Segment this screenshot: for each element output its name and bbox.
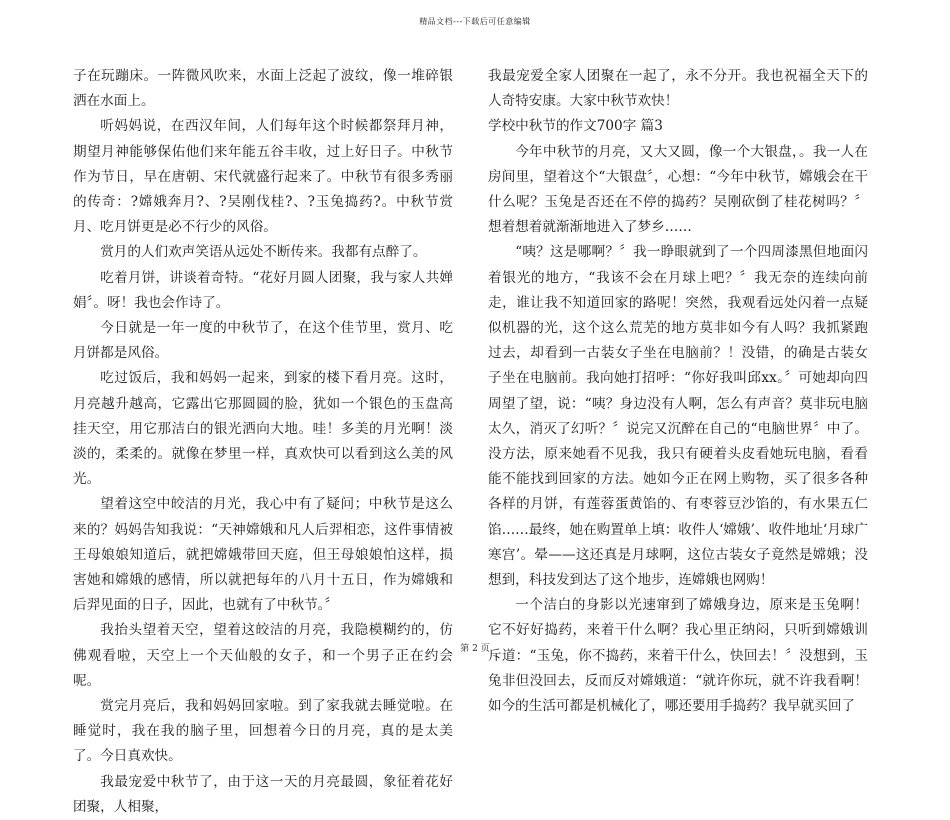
paragraph: 我最宠爱中秋节了，由于这一天的月亮最圆，象征着花好团聚，人相聚， xyxy=(73,773,453,815)
essay-title: 学校中秋节的作文700字 篇3 xyxy=(488,118,663,135)
paragraph: 今日就是一年一度的中秋节了，在这个佳节里，赏月、吃月饼都是风俗。 xyxy=(73,320,453,362)
page-number: 第 2 页 xyxy=(460,644,490,654)
paragraph: 今年中秋节的月亮，又大又圆，像一个大银盘，。我一人在房间里，望着这个“大银盘〞，心想：“今年中秋节，嫦娥会在干什么呢？玉兔是否还在不停的捣药？吴刚砍倒了桂花树吗？〞想着想着就渐渐地进入了梦乡…… xyxy=(488,143,868,236)
page-header: 精品文档---下载后可任意编辑 xyxy=(419,17,531,26)
paragraph: 赏月的人们欢声笑语从远处不断传来。我都有点醉了。 xyxy=(100,244,427,261)
right-column xyxy=(488,64,868,719)
paragraph: 吃着月饼，讲谈着奇特。“花好月圆人团聚，我与家人共婵娟〞。呀！我也会作诗了。 xyxy=(73,269,453,311)
left-column xyxy=(73,64,453,820)
paragraph: 子在玩蹦床。一阵微风吹来，水面上泛起了波纹，像一堆碎银洒在水面上。 xyxy=(73,68,453,110)
paragraph: “咦？这是哪啊？〞我一睁眼就到了一个四周漆黑但地面闪着银光的地方，“我该不会在月球上吧？〞我无奈的连续向前走，谁让我不知道回家的路呢！突然，我观看远处闪着一点疑似机器的光，这个这么荒芜的地方莫非如今有人吗？我抓紧跑过去，却看到一古装女子坐在电脑前？！没错，的确是古装女子坐在电脑前。我向她打招呼：“你好我叫邱xx。〞可她却向四周望了望，说：“咦？身边没有人啊，怎么有声音？莫非玩电脑太久，消灭了幻听？〞说完又沉醉在自己的“电脑世界〞中了。没方法，原来她看不见我，我只有硬着头皮看她玩电脑，看看能不能找到回家的方法。她如今正在网上购物，买了很多各种各样的月饼，有莲蓉蛋黄馅的、有枣蓉豆沙馅的，有水果五仁馅……最终，她在购置单上填：收件人‘嫦娥’、收件地址‘月球广寒宫’。晕——这还真是月球啊，这位古装女子竟然是嫦娥；没想到，科技发到达了这个地步，连嫦娥也网购！ xyxy=(488,244,868,589)
paragraph: 一个洁白的身影以光速窜到了嫦娥身边，原来是玉兔啊！它不好好捣药，来着干什么啊？我心里正纳闷，只听到嫦娥训斥道：“玉兔，你不捣药，来着干什么，快回去！〞没想到，玉兔非但没回去，反而反对嫦娥道：“就许你玩，就不许我看啊！如今的生活可都是机械化了，哪还要用手捣药？我早就买回了 xyxy=(488,597,868,715)
paragraph: 赏完月亮后，我和妈妈回家啦。到了家我就去睡觉啦。在睡觉时，我在我的脑子里，回想着今日的月亮，真的是太美了。今日真欢快。 xyxy=(73,698,453,765)
paragraph: 望着这空中皎洁的月光，我心中有了疑问；中秋节是这么来的？妈妈告知我说：“天神嫦娥和凡人后羿相恋，这件事情被王母娘娘知道后，就把嫦娥带回天庭，但王母娘娘怕这样，损害她和嫦娥的感情，所以就把每年的八月十五日，作为嫦娥和后羿见面的日子，因此，也就有了中秋节。〞 xyxy=(73,496,453,614)
paragraph: 听妈妈说，在西汉年间，人们每年这个时候都祭拜月神，期望月神能够保佑他们来年能五谷丰收，过上好日子。中秋节作为节日，早在唐朝、宋代就盛行起来了。中秋节有很多秀丽的传奇：?嫦娥奔月?、?吴刚伐桂?、?玉兔捣药?。中秋节赏月、吃月饼更是必不行少的风俗。 xyxy=(73,118,453,236)
paragraph: 我最宠爱全家人团聚在一起了，永不分开。我也祝福全天下的人奇特安康。大家中秋节欢快！ xyxy=(488,68,868,110)
paragraph: 我抬头望着天空，望着这皎洁的月亮，我隐模糊约的，仿佛观看啦，天空上一个天仙般的女子，和一个男子正在约会呢。 xyxy=(73,622,453,689)
paragraph: 吃过饭后，我和妈妈一起来，到家的楼下看月亮。这时，月亮越升越高，它露出它那圆圆的脸，犹如一个银色的玉盘高挂天空，用它那洁白的银光洒向大地。哇！多美的月光啊！淡淡的，柔柔的。就像在梦里一样，真欢快可以看到这么美的风光。 xyxy=(73,370,453,488)
